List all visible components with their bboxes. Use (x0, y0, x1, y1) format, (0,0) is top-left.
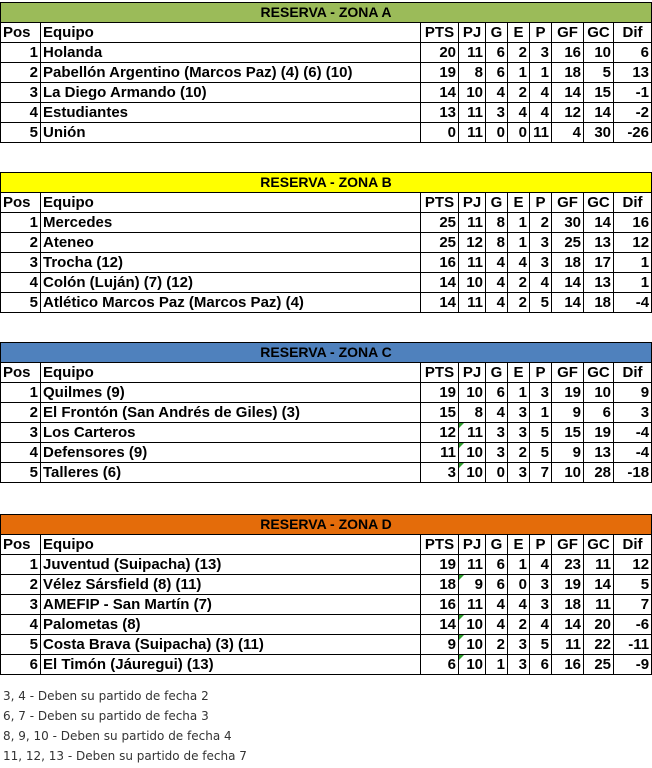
p-cell: 4 (530, 615, 552, 635)
team-cell: Unión (41, 123, 421, 143)
gf-cell: 15 (552, 423, 584, 443)
pos-cell: 4 (1, 273, 41, 293)
pos-cell: 3 (1, 83, 41, 103)
p-cell: 2 (530, 213, 552, 233)
pj-cell: 11 (459, 253, 486, 273)
header-pj: PJ (459, 23, 486, 43)
team-cell: Colón (Luján) (7) (12) (41, 273, 421, 293)
table-row (1, 83, 652, 103)
dif-cell: -6 (614, 615, 652, 635)
table-row (1, 233, 652, 253)
team-cell: AMEFIP - San Martín (7) (41, 595, 421, 615)
pos-cell: 5 (1, 635, 41, 655)
header-row (1, 23, 652, 43)
g-cell: 3 (486, 423, 508, 443)
pj-cell: 10 (459, 83, 486, 103)
g-cell: 0 (486, 463, 508, 483)
header-row (1, 193, 652, 213)
pj-cell: 11 (459, 43, 486, 63)
dif-cell: -18 (614, 463, 652, 483)
p-cell: 5 (530, 635, 552, 655)
pj-cell: 10 (459, 655, 486, 675)
pts-cell: 18 (421, 575, 459, 595)
gf-cell: 16 (552, 43, 584, 63)
p-cell: 11 (530, 123, 552, 143)
e-cell: 2 (508, 273, 530, 293)
table-row (1, 615, 652, 635)
team-cell: Vélez Sársfield (8) (11) (41, 575, 421, 595)
team-cell: Quilmes (9) (41, 383, 421, 403)
pos-cell: 6 (1, 655, 41, 675)
table-row (1, 253, 652, 273)
pts-cell: 25 (421, 233, 459, 253)
header-e: E (508, 23, 530, 43)
dif-cell: -4 (614, 423, 652, 443)
table-row (1, 63, 652, 83)
pj-cell: 11 (459, 423, 486, 443)
e-cell: 2 (508, 83, 530, 103)
gc-cell: 14 (584, 103, 614, 123)
g-cell: 4 (486, 253, 508, 273)
pj-cell: 12 (459, 233, 486, 253)
g-cell: 6 (486, 575, 508, 595)
footnote: 6, 7 - Deben su partido de fecha 3 (3, 709, 209, 723)
dif-cell: 9 (614, 383, 652, 403)
p-cell: 1 (530, 63, 552, 83)
gc-cell: 10 (584, 43, 614, 63)
p-cell: 6 (530, 655, 552, 675)
pts-cell: 6 (421, 655, 459, 675)
table-row (1, 595, 652, 615)
table-row (1, 383, 652, 403)
gf-cell: 18 (552, 253, 584, 273)
header-pj: PJ (459, 193, 486, 213)
team-cell: Atlético Marcos Paz (Marcos Paz) (4) (41, 293, 421, 313)
header-gf: GF (552, 23, 584, 43)
header-p: P (530, 535, 552, 555)
header-pos: Pos (1, 363, 41, 383)
zone-title: RESERVA - ZONA A (1, 3, 652, 23)
dif-cell: -9 (614, 655, 652, 675)
zone-title: RESERVA - ZONA C (1, 343, 652, 363)
pj-cell: 11 (459, 103, 486, 123)
team-cell: El Timón (Jáuregui) (13) (41, 655, 421, 675)
team-cell: Mercedes (41, 213, 421, 233)
header-pos: Pos (1, 535, 41, 555)
header-gc: GC (584, 193, 614, 213)
table-row (1, 655, 652, 675)
gc-cell: 14 (584, 213, 614, 233)
pos-cell: 1 (1, 383, 41, 403)
header-gc: GC (584, 363, 614, 383)
dif-cell: -1 (614, 83, 652, 103)
dif-cell: 1 (614, 273, 652, 293)
g-cell: 6 (486, 43, 508, 63)
gf-cell: 14 (552, 273, 584, 293)
table-row (1, 463, 652, 483)
header-p: P (530, 193, 552, 213)
dif-cell: 6 (614, 43, 652, 63)
gc-cell: 18 (584, 293, 614, 313)
dif-cell: -4 (614, 443, 652, 463)
p-cell: 3 (530, 575, 552, 595)
zone-b-table (0, 172, 651, 313)
pos-cell: 2 (1, 403, 41, 423)
e-cell: 4 (508, 253, 530, 273)
pj-cell: 10 (459, 463, 486, 483)
header-gf: GF (552, 535, 584, 555)
e-cell: 2 (508, 43, 530, 63)
pos-cell: 2 (1, 575, 41, 595)
pos-cell: 4 (1, 615, 41, 635)
footnote: 8, 9, 10 - Deben su partido de fecha 4 (3, 729, 232, 743)
header-gc: GC (584, 535, 614, 555)
pj-cell: 11 (459, 123, 486, 143)
gc-cell: 15 (584, 83, 614, 103)
team-cell: Los Carteros (41, 423, 421, 443)
gc-cell: 11 (584, 555, 614, 575)
header-pts: PTS (421, 535, 459, 555)
pos-cell: 3 (1, 595, 41, 615)
e-cell: 1 (508, 63, 530, 83)
gf-cell: 14 (552, 615, 584, 635)
p-cell: 5 (530, 293, 552, 313)
pos-cell: 3 (1, 253, 41, 273)
e-cell: 3 (508, 635, 530, 655)
pts-cell: 11 (421, 443, 459, 463)
header-pts: PTS (421, 363, 459, 383)
gf-cell: 19 (552, 575, 584, 595)
header-gf: GF (552, 193, 584, 213)
team-cell: Holanda (41, 43, 421, 63)
zone-d-table (0, 514, 651, 675)
gf-cell: 9 (552, 443, 584, 463)
p-cell: 4 (530, 83, 552, 103)
gf-cell: 18 (552, 63, 584, 83)
e-cell: 2 (508, 293, 530, 313)
team-cell: Trocha (12) (41, 253, 421, 273)
e-cell: 1 (508, 213, 530, 233)
g-cell: 4 (486, 293, 508, 313)
header-pts: PTS (421, 193, 459, 213)
gf-cell: 11 (552, 635, 584, 655)
header-dif: Dif (614, 535, 652, 555)
pj-cell: 9 (459, 575, 486, 595)
g-cell: 2 (486, 635, 508, 655)
p-cell: 3 (530, 383, 552, 403)
e-cell: 4 (508, 103, 530, 123)
zone-c-table (0, 342, 651, 483)
e-cell: 2 (508, 615, 530, 635)
gc-cell: 25 (584, 655, 614, 675)
team-cell: Ateneo (41, 233, 421, 253)
gf-cell: 9 (552, 403, 584, 423)
header-row (1, 535, 652, 555)
e-cell: 2 (508, 443, 530, 463)
pts-cell: 0 (421, 123, 459, 143)
pts-cell: 3 (421, 463, 459, 483)
gc-cell: 13 (584, 443, 614, 463)
gf-cell: 18 (552, 595, 584, 615)
p-cell: 4 (530, 103, 552, 123)
pts-cell: 20 (421, 43, 459, 63)
pts-cell: 15 (421, 403, 459, 423)
g-cell: 6 (486, 383, 508, 403)
p-cell: 1 (530, 403, 552, 423)
zone-title: RESERVA - ZONA B (1, 173, 652, 193)
gf-cell: 25 (552, 233, 584, 253)
dif-cell: -2 (614, 103, 652, 123)
e-cell: 1 (508, 555, 530, 575)
e-cell: 1 (508, 383, 530, 403)
team-cell: Costa Brava (Suipacha) (3) (11) (41, 635, 421, 655)
header-team: Equipo (41, 193, 421, 213)
g-cell: 1 (486, 655, 508, 675)
pos-cell: 3 (1, 423, 41, 443)
table-row (1, 123, 652, 143)
table-row (1, 575, 652, 595)
g-cell: 4 (486, 273, 508, 293)
e-cell: 3 (508, 463, 530, 483)
team-cell: Talleres (6) (41, 463, 421, 483)
team-cell: Palometas (8) (41, 615, 421, 635)
gf-cell: 16 (552, 655, 584, 675)
table-row (1, 273, 652, 293)
g-cell: 4 (486, 595, 508, 615)
gc-cell: 19 (584, 423, 614, 443)
header-pj: PJ (459, 535, 486, 555)
team-cell: La Diego Armando (10) (41, 83, 421, 103)
gc-cell: 13 (584, 233, 614, 253)
gc-cell: 20 (584, 615, 614, 635)
header-pos: Pos (1, 193, 41, 213)
header-dif: Dif (614, 363, 652, 383)
header-pts: PTS (421, 23, 459, 43)
table-row (1, 443, 652, 463)
pj-cell: 11 (459, 555, 486, 575)
e-cell: 3 (508, 655, 530, 675)
pos-cell: 4 (1, 103, 41, 123)
footnote: 3, 4 - Deben su partido de fecha 2 (3, 689, 209, 703)
header-gc: GC (584, 23, 614, 43)
zone-a-table (0, 2, 651, 143)
dif-cell: 12 (614, 233, 652, 253)
pts-cell: 13 (421, 103, 459, 123)
dif-cell: 5 (614, 575, 652, 595)
p-cell: 3 (530, 233, 552, 253)
pos-cell: 2 (1, 63, 41, 83)
e-cell: 3 (508, 403, 530, 423)
table-row (1, 213, 652, 233)
pj-cell: 11 (459, 213, 486, 233)
pts-cell: 16 (421, 253, 459, 273)
gf-cell: 23 (552, 555, 584, 575)
pts-cell: 19 (421, 383, 459, 403)
dif-cell: -26 (614, 123, 652, 143)
dif-cell: -4 (614, 293, 652, 313)
dif-cell: -11 (614, 635, 652, 655)
gc-cell: 10 (584, 383, 614, 403)
table-row (1, 293, 652, 313)
gf-cell: 4 (552, 123, 584, 143)
g-cell: 6 (486, 63, 508, 83)
pj-cell: 8 (459, 63, 486, 83)
p-cell: 3 (530, 253, 552, 273)
header-g: G (486, 535, 508, 555)
team-cell: Defensores (9) (41, 443, 421, 463)
dif-cell: 3 (614, 403, 652, 423)
pj-cell: 10 (459, 383, 486, 403)
pos-cell: 5 (1, 293, 41, 313)
header-g: G (486, 363, 508, 383)
header-e: E (508, 193, 530, 213)
header-pj: PJ (459, 363, 486, 383)
table-row (1, 103, 652, 123)
pts-cell: 14 (421, 83, 459, 103)
pts-cell: 12 (421, 423, 459, 443)
g-cell: 6 (486, 555, 508, 575)
e-cell: 4 (508, 595, 530, 615)
p-cell: 3 (530, 595, 552, 615)
g-cell: 4 (486, 615, 508, 635)
header-team: Equipo (41, 535, 421, 555)
table-row (1, 403, 652, 423)
gf-cell: 14 (552, 293, 584, 313)
team-cell: Estudiantes (41, 103, 421, 123)
header-team: Equipo (41, 363, 421, 383)
g-cell: 8 (486, 233, 508, 253)
gc-cell: 22 (584, 635, 614, 655)
pos-cell: 4 (1, 443, 41, 463)
header-g: G (486, 193, 508, 213)
pj-cell: 10 (459, 615, 486, 635)
header-dif: Dif (614, 23, 652, 43)
dif-cell: 7 (614, 595, 652, 615)
gf-cell: 14 (552, 83, 584, 103)
p-cell: 4 (530, 273, 552, 293)
gf-cell: 10 (552, 463, 584, 483)
gc-cell: 14 (584, 575, 614, 595)
pts-cell: 19 (421, 555, 459, 575)
table-row (1, 635, 652, 655)
gc-cell: 5 (584, 63, 614, 83)
gf-cell: 19 (552, 383, 584, 403)
pj-cell: 8 (459, 403, 486, 423)
p-cell: 5 (530, 423, 552, 443)
pts-cell: 14 (421, 273, 459, 293)
p-cell: 7 (530, 463, 552, 483)
gc-cell: 30 (584, 123, 614, 143)
e-cell: 1 (508, 233, 530, 253)
gc-cell: 13 (584, 273, 614, 293)
header-g: G (486, 23, 508, 43)
pj-cell: 10 (459, 635, 486, 655)
pts-cell: 25 (421, 213, 459, 233)
pos-cell: 5 (1, 123, 41, 143)
g-cell: 4 (486, 403, 508, 423)
footnote: 11, 12, 13 - Deben su partido de fecha 7 (3, 749, 247, 763)
g-cell: 4 (486, 83, 508, 103)
p-cell: 4 (530, 555, 552, 575)
pts-cell: 19 (421, 63, 459, 83)
pos-cell: 1 (1, 213, 41, 233)
gf-cell: 30 (552, 213, 584, 233)
table-row (1, 423, 652, 443)
p-cell: 3 (530, 43, 552, 63)
gc-cell: 28 (584, 463, 614, 483)
pts-cell: 14 (421, 615, 459, 635)
e-cell: 3 (508, 423, 530, 443)
header-e: E (508, 363, 530, 383)
e-cell: 0 (508, 123, 530, 143)
team-cell: Juventud (Suipacha) (13) (41, 555, 421, 575)
dif-cell: 16 (614, 213, 652, 233)
pj-cell: 10 (459, 443, 486, 463)
pj-cell: 11 (459, 293, 486, 313)
header-e: E (508, 535, 530, 555)
header-row (1, 363, 652, 383)
pts-cell: 14 (421, 293, 459, 313)
zone-title: RESERVA - ZONA D (1, 515, 652, 535)
header-p: P (530, 23, 552, 43)
pos-cell: 1 (1, 43, 41, 63)
g-cell: 3 (486, 443, 508, 463)
g-cell: 3 (486, 103, 508, 123)
header-dif: Dif (614, 193, 652, 213)
pts-cell: 9 (421, 635, 459, 655)
g-cell: 8 (486, 213, 508, 233)
header-team: Equipo (41, 23, 421, 43)
g-cell: 0 (486, 123, 508, 143)
header-gf: GF (552, 363, 584, 383)
footnotes (3, 686, 247, 766)
gc-cell: 11 (584, 595, 614, 615)
header-pos: Pos (1, 23, 41, 43)
e-cell: 0 (508, 575, 530, 595)
header-p: P (530, 363, 552, 383)
table-row (1, 555, 652, 575)
table-row (1, 43, 652, 63)
dif-cell: 12 (614, 555, 652, 575)
pj-cell: 11 (459, 595, 486, 615)
gf-cell: 12 (552, 103, 584, 123)
dif-cell: 1 (614, 253, 652, 273)
team-cell: El Frontón (San Andrés de Giles) (3) (41, 403, 421, 423)
gc-cell: 6 (584, 403, 614, 423)
pos-cell: 2 (1, 233, 41, 253)
pts-cell: 16 (421, 595, 459, 615)
pos-cell: 1 (1, 555, 41, 575)
gc-cell: 17 (584, 253, 614, 273)
team-cell: Pabellón Argentino (Marcos Paz) (4) (6) (10) (41, 63, 421, 83)
dif-cell: 13 (614, 63, 652, 83)
pos-cell: 5 (1, 463, 41, 483)
pj-cell: 10 (459, 273, 486, 293)
p-cell: 5 (530, 443, 552, 463)
